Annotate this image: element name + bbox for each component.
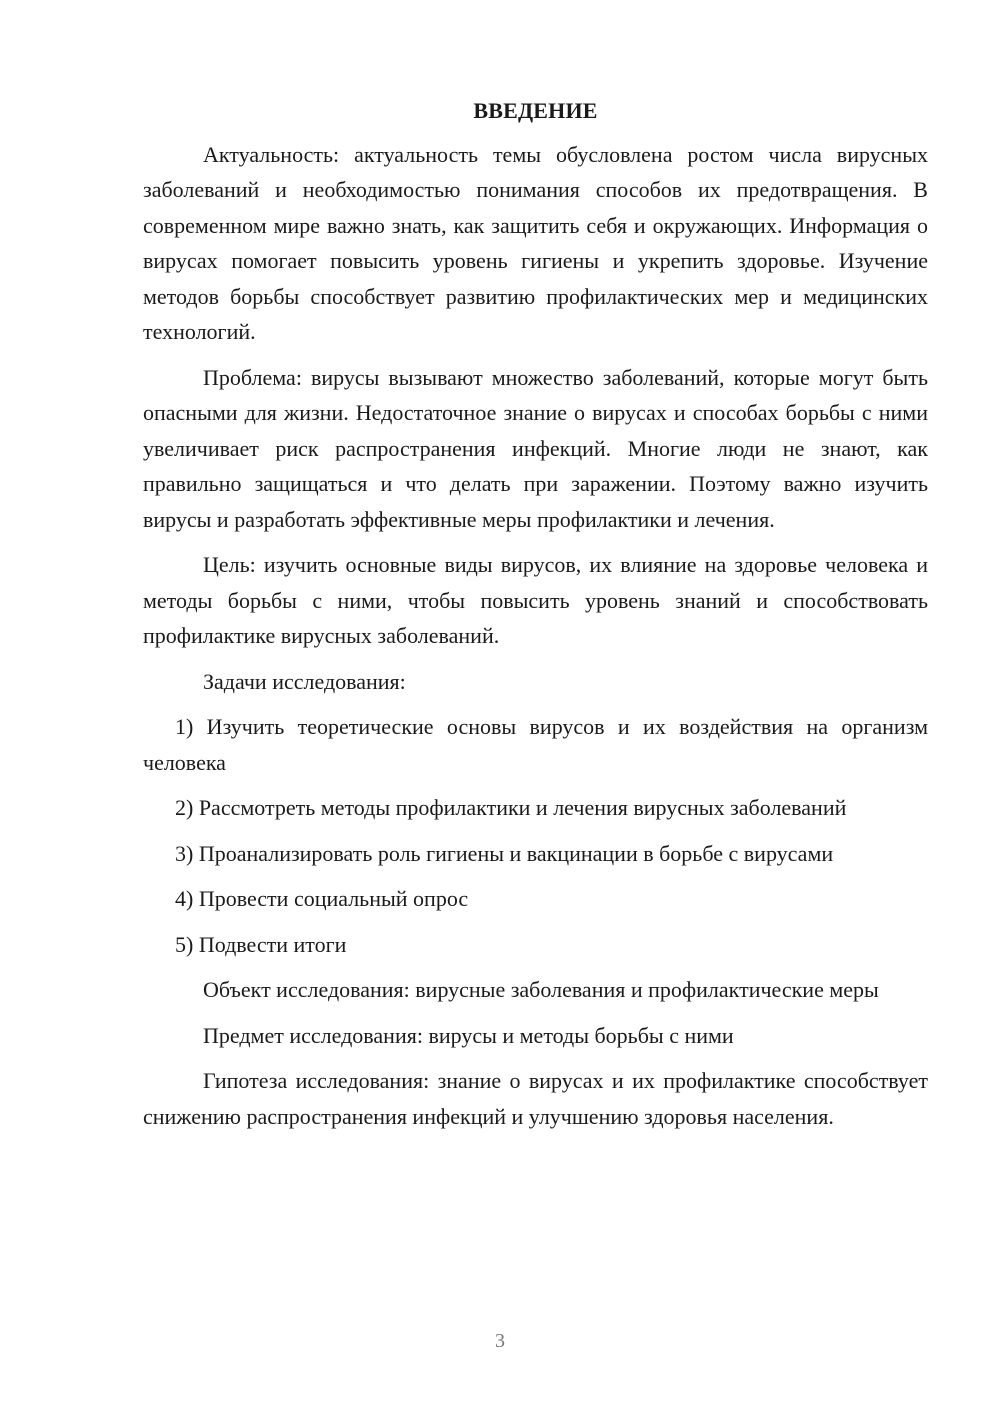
tasks-heading: Задачи исследования: [203,668,406,694]
task-item: 1) Изучить теоретические основы вирусов и их воздействия на организм человека [143,714,928,775]
task-item: 4) Провести социальный опрос [175,886,469,911]
hypothesis-paragraph: Гипотеза исследования: знание о вирусах и их профилактике способствует снижению распространения инфекций и улучшению здоровья населения. [143,1068,928,1129]
document-body [143,93,928,1144]
problem-paragraph: Проблема: вирусы вызывают множество заболеваний, которые могут быть опасными для жизни. Недостаточное знание о вирусах и способах борьбы с ними увеличивает риск распространения инфекций. Многие люди не знают, как правильно защищаться и что делать при заражении. Поэтому важно изучить вирусы и разработать эффективные меры профилактики и лечения. [143,364,928,532]
page-number: 3 [495,1330,505,1352]
subject-paragraph: Предмет исследования: вирусы и методы борьбы с ними [203,1022,734,1048]
task-item: 2) Рассмотреть методы профилактики и лечения вирусных заболеваний [175,795,847,820]
relevance-paragraph: Актуальность: актуальность темы обусловлена ростом числа вирусных заболеваний и необходимостью понимания способов их предотвращения. В современном мире важно знать, как защитить себя и окружающих. Информация о вирусах помогает повысить уровень гигиены и укрепить здоровье. Изучение методов борьбы способствует развитию профилактических мер и медицинских технологий. [143,141,928,344]
task-item: 5) Подвести итоги [175,931,347,957]
task-item: 3) Проанализировать роль гигиены и вакцинации в борьбе с вирусами [175,840,834,866]
page-title: ВВЕДЕНИЕ [473,98,598,123]
goal-paragraph: Цель: изучить основные виды вирусов, их влияние на здоровье человека и методы борьбы с ними, чтобы повысить уровень знаний и способствовать профилактике вирусных заболеваний. [143,552,928,648]
object-paragraph: Объект исследования: вирусные заболевания и профилактические меры [203,977,879,1002]
